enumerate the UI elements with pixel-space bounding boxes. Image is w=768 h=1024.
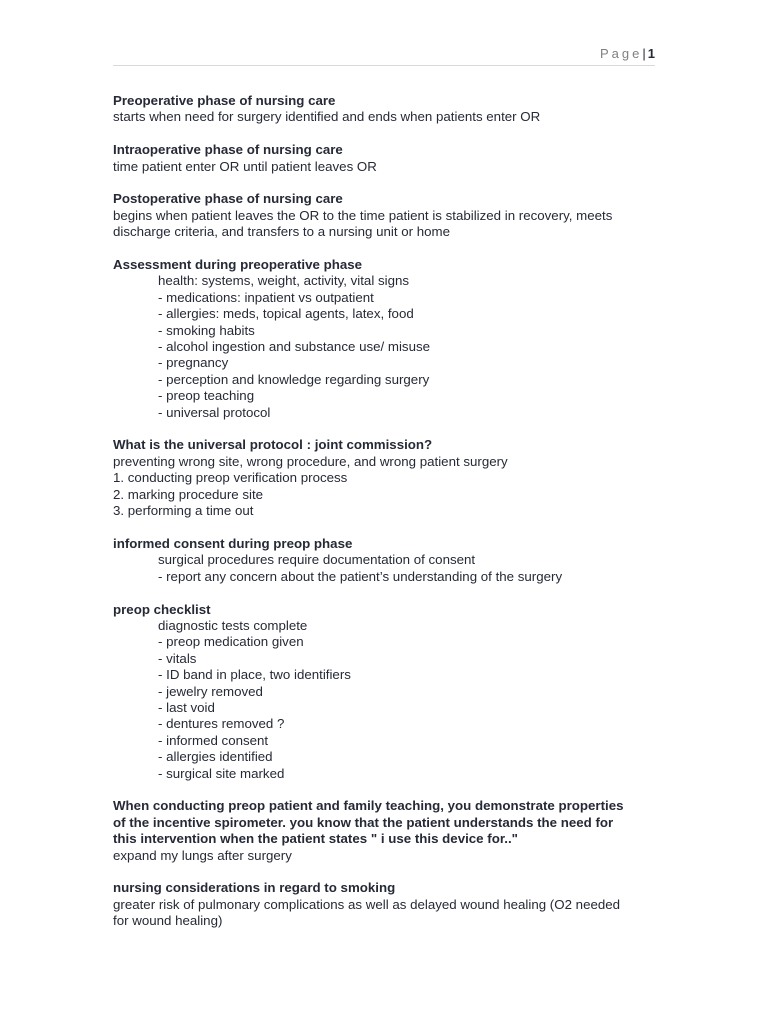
page-number-label (600, 46, 655, 62)
list-item: - universal protocol (158, 404, 271, 420)
list-item: - informed consent (158, 732, 269, 748)
section-incentive-spirometer (113, 798, 658, 864)
section-text: preventing wrong site, wrong procedure, and wrong patient surgery (113, 453, 508, 469)
section-heading: Assessment during preoperative phase (113, 257, 363, 273)
section-heading: informed consent during preop phase (113, 535, 353, 551)
list-item: - report any concern about the patient’s understanding of the surgery (158, 568, 563, 584)
list-item: - dentures removed ? (158, 716, 285, 732)
section-postoperative (113, 191, 658, 240)
list-item: - smoking habits (158, 322, 255, 338)
list-item: diagnostic tests complete (158, 617, 308, 633)
list-item: health: systems, weight, activity, vital signs (158, 273, 410, 289)
section-text: for wound healing) (113, 913, 223, 929)
section-heading: Intraoperative phase of nursing care (113, 142, 343, 158)
page-label: Page (600, 46, 643, 61)
section-text: starts when need for surgery identified and ends when patients enter OR (113, 109, 541, 125)
section-text: time patient enter OR until patient leaves OR (113, 158, 377, 174)
section-heading: When conducting preop patient and family teaching, you demonstrate properties (113, 798, 624, 814)
list-item: - alcohol ingestion and substance use/ misuse (158, 339, 431, 355)
section-heading: Preoperative phase of nursing care (113, 93, 336, 108)
page-separator: | (642, 46, 646, 61)
section-intraoperative (113, 142, 658, 175)
section-informed-consent (113, 536, 658, 585)
section-smoking (113, 880, 658, 929)
list-item: - surgical site marked (158, 765, 285, 781)
list-item: 2. marking procedure site (113, 486, 264, 502)
section-heading: this intervention when the patient states " i use this device for.." (113, 831, 518, 847)
section-text: discharge criteria, and transfers to a nursing unit or home (113, 224, 451, 240)
list-item: - allergies: meds, topical agents, latex, food (158, 306, 414, 322)
section-text: greater risk of pulmonary complications as well as delayed wound healing (O2 needed (113, 896, 621, 912)
page-number: 1 (647, 46, 655, 61)
section-assessment (113, 257, 658, 421)
list-item: - last void (158, 699, 215, 715)
document-body (113, 93, 658, 946)
list-item: 1. conducting preop verification process (113, 470, 348, 486)
list-item: 3. performing a time out (113, 503, 254, 519)
section-heading: preop checklist (113, 601, 211, 617)
list-item: - medications: inpatient vs outpatient (158, 289, 374, 305)
list-item: - ID band in place, two identifiers (158, 667, 351, 683)
list-item: surgical procedures require documentation of consent (158, 552, 476, 568)
section-text: begins when patient leaves the OR to the time patient is stabilized in recovery, meets (113, 207, 613, 223)
section-heading: Postoperative phase of nursing care (113, 191, 343, 207)
list-item: - preop medication given (158, 634, 304, 650)
section-heading: nursing considerations in regard to smoking (113, 880, 396, 896)
page-header (113, 46, 655, 66)
list-item: - preop teaching (158, 388, 255, 404)
section-heading: of the incentive spirometer. you know that the patient understands the need for (113, 814, 614, 830)
section-preoperative (113, 93, 658, 126)
list-item: - pregnancy (158, 355, 229, 371)
list-item: - vitals (158, 650, 197, 666)
list-item: - perception and knowledge regarding surgery (158, 371, 430, 387)
section-preop-checklist (113, 602, 658, 782)
section-universal-protocol (113, 437, 658, 519)
list-item: - allergies identified (158, 749, 273, 765)
section-text: expand my lungs after surgery (113, 847, 292, 863)
section-heading: What is the universal protocol : joint commission? (113, 437, 433, 453)
list-item: - jewelry removed (158, 683, 263, 699)
